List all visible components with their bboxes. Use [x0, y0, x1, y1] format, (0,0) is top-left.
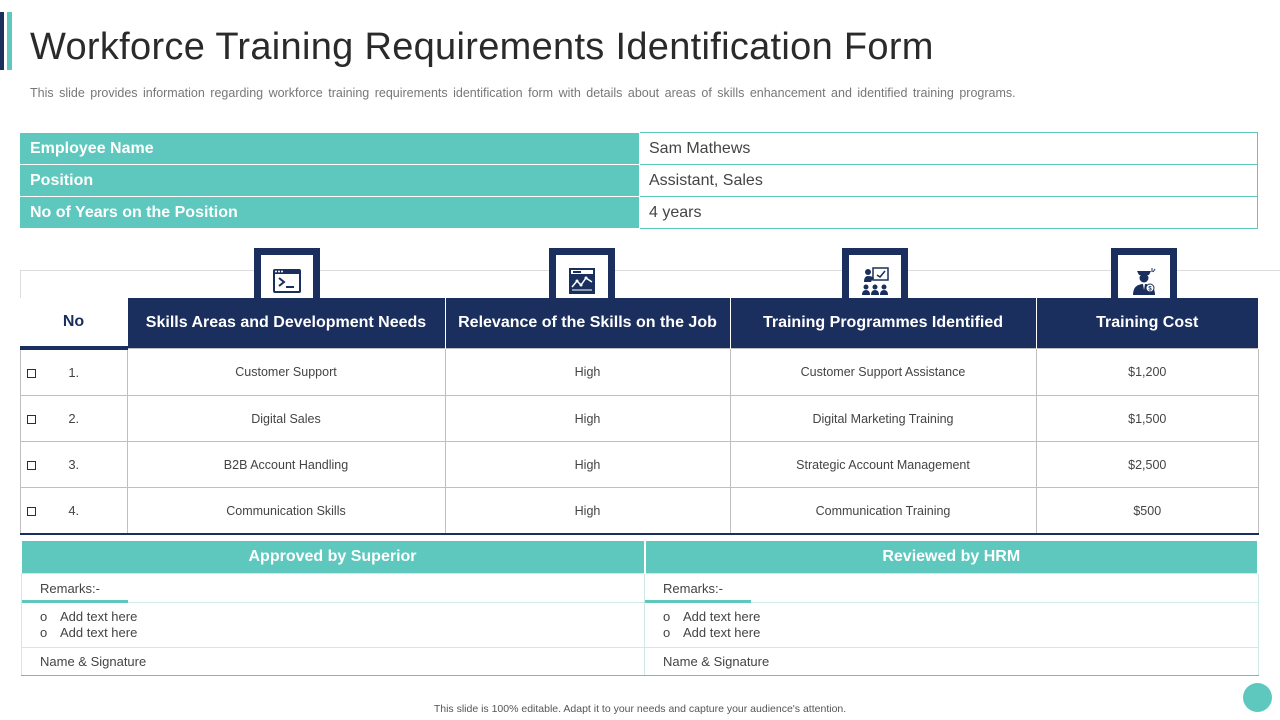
signature-row: [22, 648, 1259, 676]
relevance-cell[interactable]: High: [445, 396, 730, 442]
program-cell[interactable]: Digital Marketing Training: [730, 396, 1036, 442]
list-item[interactable]: o Add text here: [663, 609, 761, 624]
superior-signature[interactable]: Name & Signature: [22, 648, 645, 676]
bullet-icon: o: [40, 625, 48, 640]
remarks-underline: [645, 600, 751, 603]
relevance-cell[interactable]: High: [445, 488, 730, 535]
list-item[interactable]: o Add text here: [40, 609, 138, 624]
accent-bar: [7, 12, 12, 70]
skill-cell[interactable]: Customer Support: [127, 348, 445, 396]
remarks-underline: [22, 600, 128, 603]
approval-header-row: [22, 541, 1259, 574]
bullet-icon: o: [40, 609, 48, 624]
employee-info-table: [20, 132, 1258, 229]
list-item[interactable]: o Add text here: [40, 625, 138, 640]
corner-dot: [1243, 683, 1272, 712]
table-row: [21, 396, 1259, 442]
program-cell[interactable]: Communication Training: [730, 488, 1036, 535]
training-table: [20, 298, 1259, 535]
reviewed-by-hrm-header: Reviewed by HRM: [645, 541, 1259, 574]
info-row: [21, 165, 1258, 197]
program-cell[interactable]: Customer Support Assistance: [730, 348, 1036, 396]
hrm-remarks[interactable]: [645, 574, 1259, 603]
info-label: No of Years on the Position: [21, 197, 640, 229]
remarks-label: Remarks:-: [663, 580, 723, 596]
table-row: [21, 442, 1259, 488]
checkbox[interactable]: [27, 461, 36, 470]
table-header-row: [21, 298, 1259, 348]
row-number: 4.: [68, 503, 80, 518]
info-value[interactable]: Assistant, Sales: [640, 165, 1258, 197]
row-number: 2.: [68, 411, 80, 426]
remarks-row: [22, 574, 1259, 603]
checkbox[interactable]: [27, 369, 36, 378]
relevance-cell[interactable]: High: [445, 348, 730, 396]
table-row: [21, 488, 1259, 535]
superior-remarks[interactable]: [22, 574, 645, 603]
relevance-cell[interactable]: High: [445, 442, 730, 488]
row-number-cell: [21, 396, 128, 442]
col-header-skills: Skills Areas and Development Needs: [127, 298, 445, 348]
remarks-label: Remarks:-: [40, 580, 100, 596]
approval-table: [21, 541, 1259, 676]
row-number: 3.: [68, 457, 80, 472]
info-row: [21, 133, 1258, 165]
info-value[interactable]: Sam Mathews: [640, 133, 1258, 165]
col-header-no: No: [21, 298, 128, 348]
cost-cell[interactable]: $500: [1036, 488, 1259, 535]
row-number-cell: [21, 442, 128, 488]
bullet-icon: o: [663, 625, 671, 640]
col-header-cost: Training Cost: [1036, 298, 1259, 348]
info-value[interactable]: 4 years: [640, 197, 1258, 229]
row-number-cell: [21, 488, 128, 535]
page-subtitle: This slide provides information regarding workforce training requirements identification form with details about areas of skills enhancement and identified training programs.: [30, 86, 1016, 100]
row-number-cell: [21, 348, 128, 396]
col-header-programmes: Training Programmes Identified: [730, 298, 1036, 348]
list-item[interactable]: o Add text here: [663, 625, 761, 640]
cost-cell[interactable]: $1,200: [1036, 348, 1259, 396]
svg-text:$: $: [1148, 286, 1152, 292]
approved-by-superior-header: Approved by Superior: [22, 541, 645, 574]
info-row: [21, 197, 1258, 229]
info-label: Employee Name: [21, 133, 640, 165]
remarks-list-row: [22, 603, 1259, 648]
page-title: Workforce Training Requirements Identification Form: [30, 26, 934, 68]
accent-bar-dark: [0, 12, 4, 70]
table-top-rule: [20, 270, 1280, 271]
bullet-icon: o: [663, 609, 671, 624]
cost-cell[interactable]: $2,500: [1036, 442, 1259, 488]
checkbox[interactable]: [27, 415, 36, 424]
program-cell[interactable]: Strategic Account Management: [730, 442, 1036, 488]
col-header-relevance: Relevance of the Skills on the Job: [445, 298, 730, 348]
skill-cell[interactable]: Communication Skills: [127, 488, 445, 535]
skill-cell[interactable]: B2B Account Handling: [127, 442, 445, 488]
superior-remarks-list: [22, 603, 645, 648]
table-row: [21, 348, 1259, 396]
info-label: Position: [21, 165, 640, 197]
table-left-rule: [20, 270, 21, 298]
row-number: 1.: [68, 365, 80, 380]
footer-note: This slide is 100% editable. Adapt it to your needs and capture your audience's attention.: [433, 703, 847, 715]
hrm-signature[interactable]: Name & Signature: [645, 648, 1259, 676]
cost-cell[interactable]: $1,500: [1036, 396, 1259, 442]
skill-cell[interactable]: Digital Sales: [127, 396, 445, 442]
checkbox[interactable]: [27, 507, 36, 516]
hrm-remarks-list: [645, 603, 1259, 648]
